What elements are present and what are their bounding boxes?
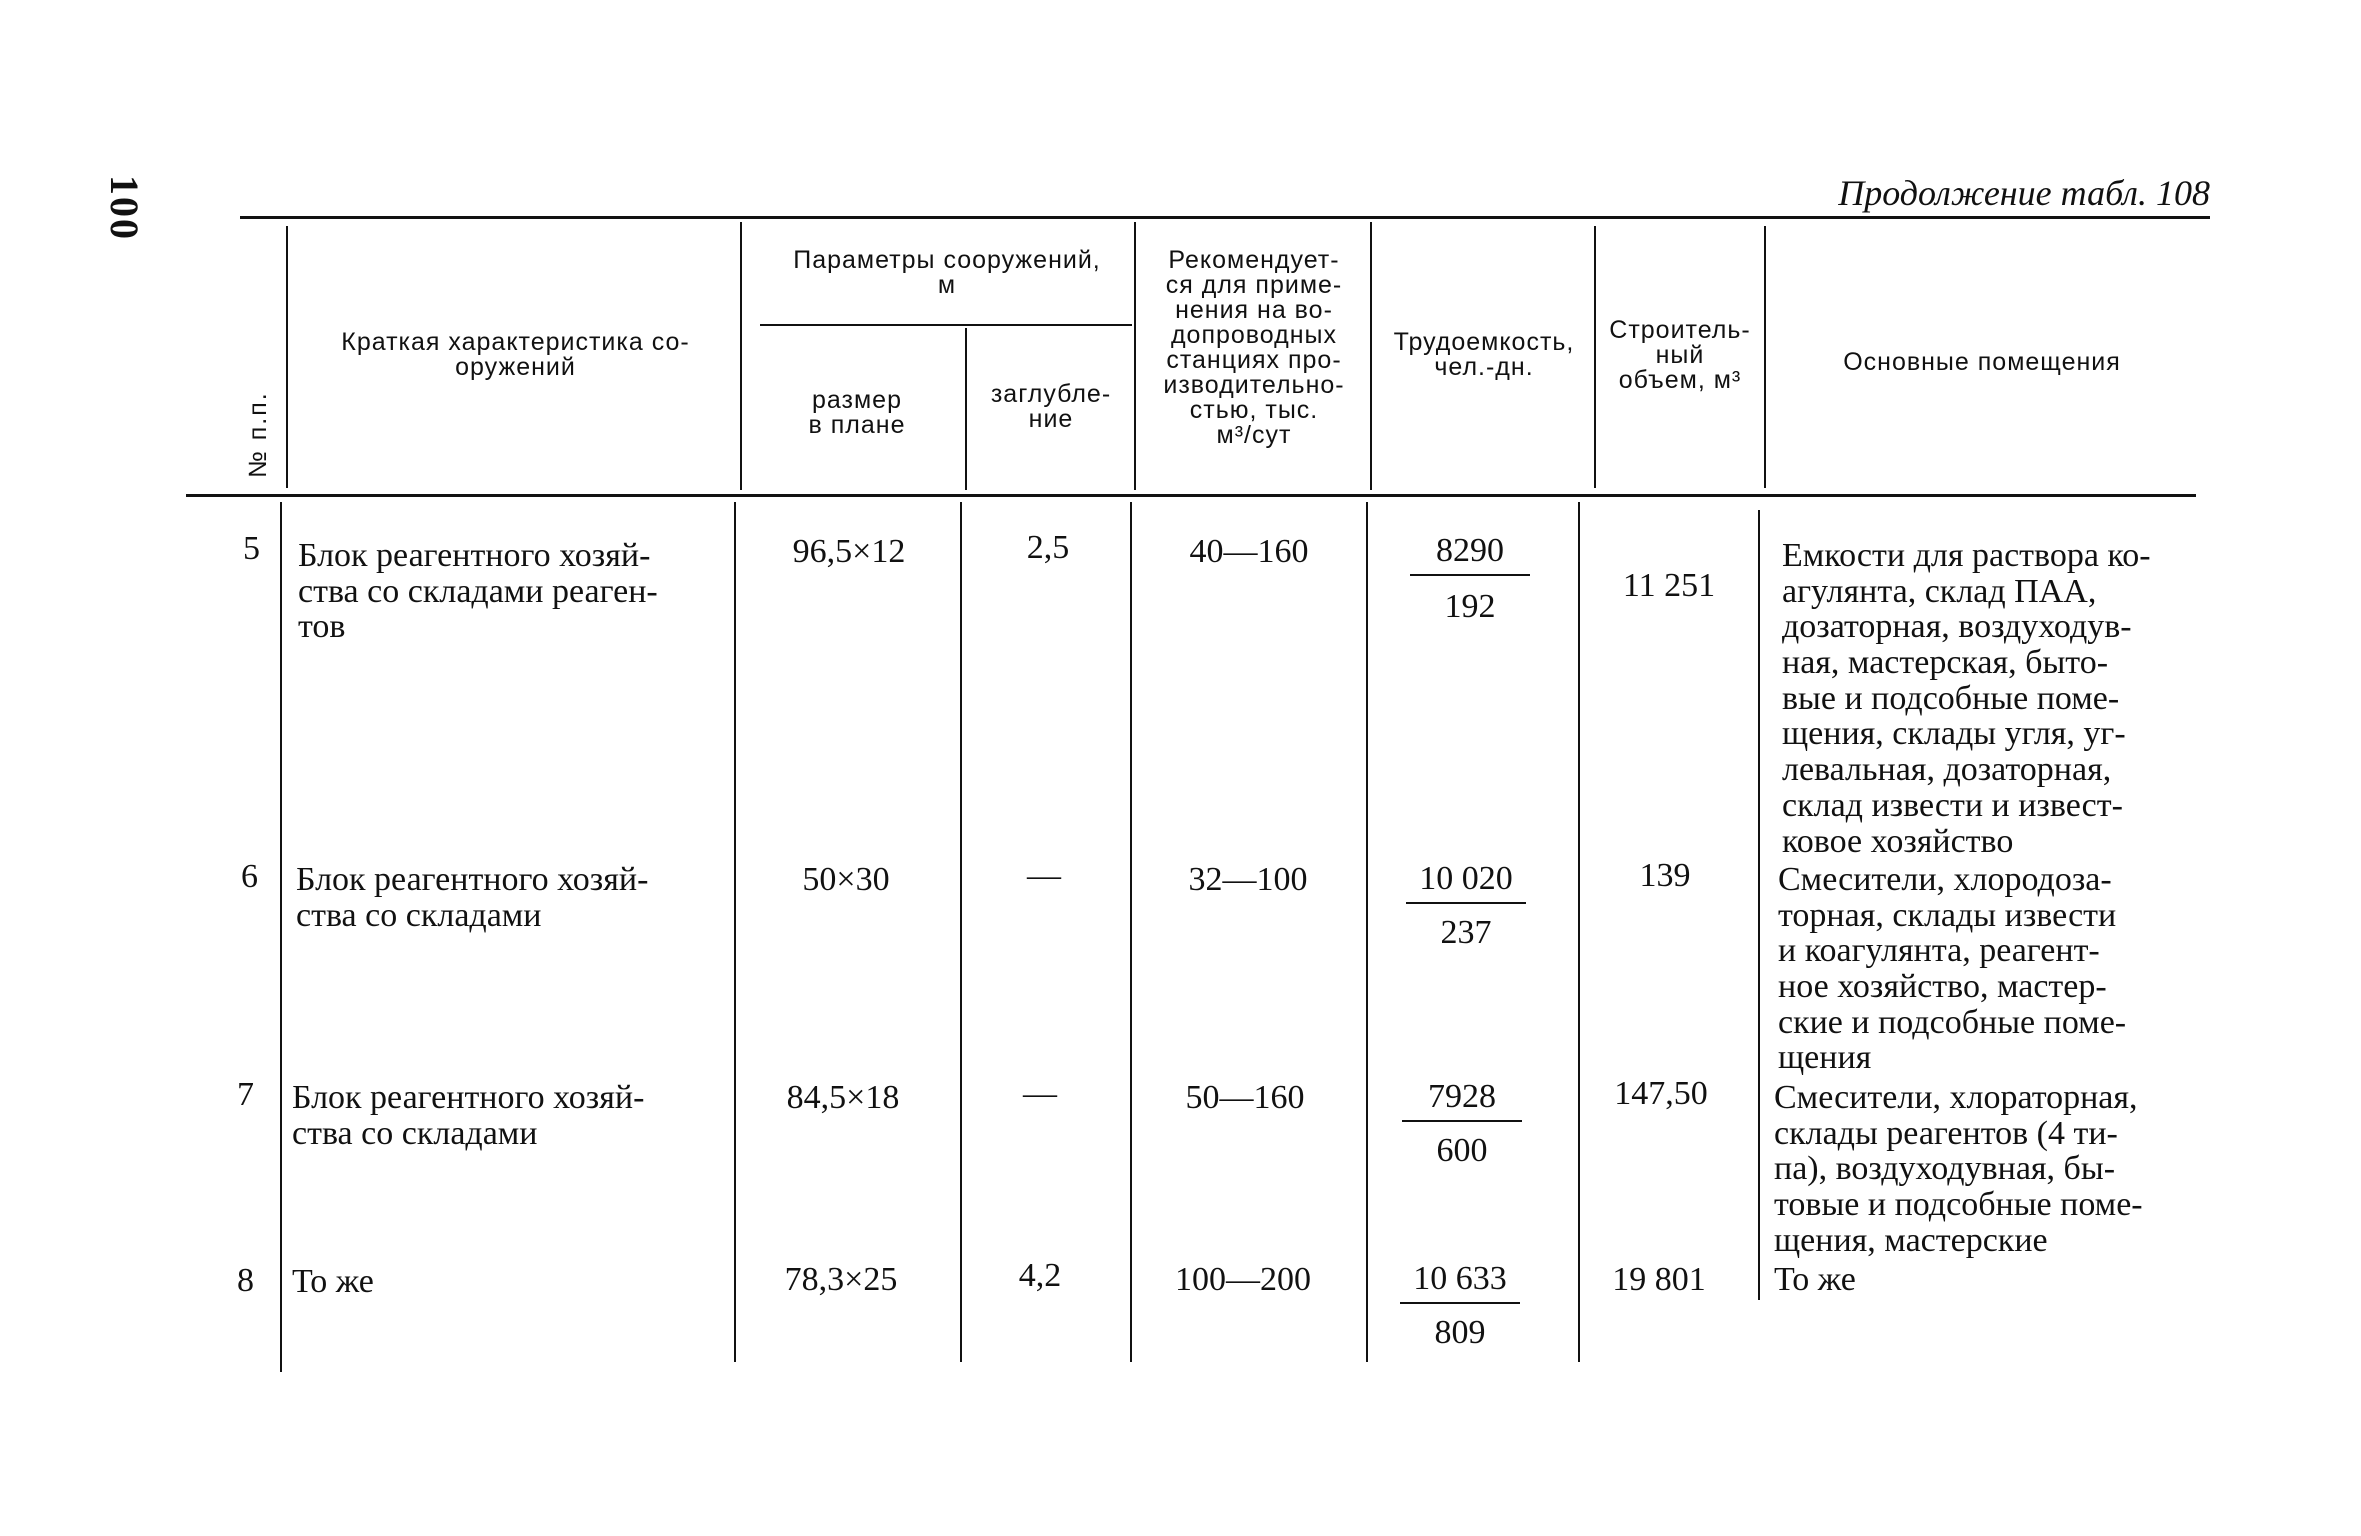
row-description: То же (292, 1263, 374, 1300)
header-col-divider (740, 222, 742, 490)
row-rooms: Емкости для раствора ко- агулянта, склад ПАА, дозаторная, воздуходув- ная, мастерская, быто- вые и подсобные поме- щения, склады угля, уг- левальная, дозаторная, склад извести и извест- ковое хозяйство (1782, 537, 2151, 860)
table-top-rule (240, 216, 2210, 219)
row-depth: 2,5 (1026, 529, 1070, 566)
header-size: размер в плане (808, 386, 906, 439)
header-depth: заглубле- ние (990, 380, 1112, 433)
header-col-divider (1764, 226, 1766, 488)
labor-fraction-line (1410, 574, 1530, 576)
row-volume: 139 (1639, 857, 1691, 894)
header-description: Краткая характеристика со- оружений (341, 328, 690, 381)
header-volume: Строитель- ный объем, м³ (1609, 316, 1751, 394)
body-col-divider (280, 502, 282, 1372)
row-number: 6 (241, 858, 258, 895)
row-capacity: 50—160 (1185, 1079, 1305, 1116)
row-description: Блок реагентного хозяй- ства со складами реаген- тов (298, 537, 658, 646)
body-col-divider (1366, 502, 1368, 1362)
labor-numerator: 7928 (1428, 1078, 1496, 1115)
row-depth: — (1023, 1075, 1057, 1112)
page-number: 100 (102, 175, 147, 241)
body-col-divider (1578, 502, 1580, 1362)
labor-denominator: 809 (1434, 1314, 1486, 1351)
row-volume: 19 801 (1612, 1261, 1706, 1298)
header-num: № п.п. (244, 391, 272, 478)
labor-denominator: 600 (1436, 1132, 1488, 1169)
row-volume: 11 251 (1622, 567, 1716, 604)
row-capacity: 40—160 (1189, 533, 1309, 570)
row-description: Блок реагентного хозяй- ства со складами (292, 1079, 645, 1152)
row-depth: 4,2 (1018, 1257, 1062, 1294)
row-volume: 147,50 (1614, 1075, 1708, 1112)
row-number: 8 (237, 1262, 254, 1299)
header-params-group: Параметры сооружений, м (793, 246, 1101, 299)
labor-fraction-line (1406, 902, 1526, 904)
labor-denominator: 192 (1444, 588, 1496, 625)
body-col-divider (734, 502, 736, 1362)
header-col-divider (965, 328, 967, 490)
labor-numerator: 10 020 (1419, 860, 1513, 897)
header-recommended: Рекомендует- ся для приме- нения на во- допроводных станциях про- изводительно- стью, тыс. м³/сут (1163, 246, 1345, 449)
labor-denominator: 237 (1440, 914, 1492, 951)
row-capacity: 100—200 (1175, 1261, 1311, 1298)
params-group-rule (760, 324, 1132, 326)
row-capacity: 32—100 (1188, 861, 1308, 898)
body-col-divider (960, 502, 962, 1362)
header-labor: Трудоемкость, чел.-дн. (1393, 328, 1575, 381)
header-bottom-rule (186, 494, 2196, 497)
row-rooms: Смесители, хлораторная, склады реагентов (4 ти- па), воздуходувная, бы- товые и подсобные поме- щения, мастерские (1774, 1079, 2143, 1259)
row-rooms: Смесители, хлородоза- торная, склады извести и коагулянта, реагент- ное хозяйство, мастер- ские и подсобные поме- щения (1778, 861, 2127, 1077)
row-size: 84,5×18 (786, 1079, 900, 1116)
header-col-divider (1370, 222, 1372, 490)
row-number: 7 (237, 1076, 254, 1113)
row-size: 50×30 (802, 861, 890, 898)
header-col-divider (286, 226, 288, 488)
table-caption: Продолжение табл. 108 (1838, 173, 2210, 213)
row-rooms: То же (1774, 1261, 1856, 1298)
row-number: 5 (243, 530, 260, 567)
body-col-divider (1758, 510, 1760, 1300)
row-depth: — (1027, 857, 1061, 894)
labor-fraction-line (1402, 1120, 1522, 1122)
row-size: 96,5×12 (792, 533, 906, 570)
labor-fraction-line (1400, 1302, 1520, 1304)
labor-numerator: 10 633 (1413, 1260, 1507, 1297)
labor-numerator: 8290 (1436, 532, 1504, 569)
row-description: Блок реагентного хозяй- ства со складами (296, 861, 649, 934)
body-col-divider (1130, 502, 1132, 1362)
header-rooms: Основные помещения (1843, 348, 2121, 376)
row-size: 78,3×25 (784, 1261, 898, 1298)
